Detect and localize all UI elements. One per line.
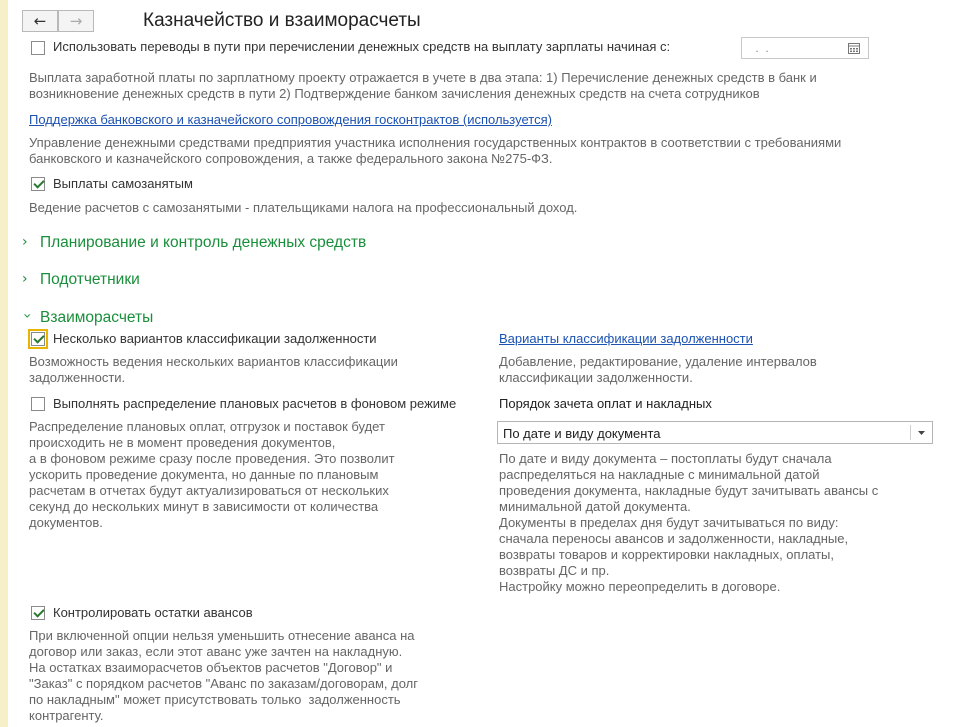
- debt-variants-link-description: Добавление, редактирование, удаление интервалов классификации задолженности.: [499, 354, 817, 385]
- section-planning[interactable]: Планирование и контроль денежных средств: [40, 234, 367, 251]
- offset-order-description: По дате и виду документа – постоплаты будут сначала распределяться на накладные с минимальной датой проведения документа, накладные будут зачитывать авансы с минимальной датой документа. Документы в пределах дня будут зачитываться по виду: сначала переносы авансов и задолженности, накладные, возвраты товаров и корректировки накладных, оплаты, возвраты ДС и пр. Настройку можно переопределить в договоре.: [499, 451, 879, 594]
- offset-order-value: По дате и виду документа: [503, 426, 661, 441]
- section-accountable-persons[interactable]: Подотчетники: [40, 271, 140, 288]
- debt-variants-description: Возможность ведения нескольких вариантов классификации задолженности.: [29, 354, 398, 385]
- back-button[interactable]: [22, 10, 58, 32]
- arrow-right-icon: →: [69, 12, 83, 30]
- chevron-right-icon[interactable]: ›: [22, 234, 28, 250]
- gov-contracts-link[interactable]: Поддержка банковского и казначейского сопровождения госконтрактов (используется): [29, 112, 552, 127]
- background-distribution-label: Выполнять распределение плановых расчетов в фоновом режиме: [53, 396, 457, 411]
- transfers-start-date-input[interactable]: [741, 37, 869, 59]
- transfers-in-transit-label: Использовать переводы в пути при перечислении денежных средств на выплату зарплаты начиная с:: [53, 39, 671, 54]
- background-distribution-checkbox[interactable]: [31, 397, 45, 411]
- self-employed-label: Выплаты самозанятым: [53, 176, 193, 191]
- advance-control-label: Контролировать остатки авансов: [53, 605, 253, 620]
- debt-variants-checkbox[interactable]: [31, 332, 45, 346]
- self-employed-description: Ведение расчетов с самозанятыми - плательщиками налога на профессиональный доход.: [29, 200, 578, 215]
- gov-contracts-description: Управление денежными средствами предприятия участника исполнения государственных контрактов в соответствии с требованиями банковского и казначейского сопровождения, а также федерального закона №275-ФЗ.: [29, 135, 842, 166]
- background-distribution-description: Распределение плановых оплат, отгрузок и поставок будет происходить не в момент проведения документов, а в фоновом режиме сразу после проведения. Это позволит ускорить проведение документа, но данные по плановым расчетам в отчетах будут актуализироваться от нескольких секунд до нескольких минут в зависимости от количества документов.: [29, 419, 395, 530]
- chevron-down-icon[interactable]: ›: [19, 313, 35, 319]
- transfers-description: Выплата заработной платы по зарплатному проекту отражается в учете в два этапа: 1) Перечисление денежных средств в банк и возникновение денежных средств в пути 2) Подтверждение банком зачисления денежных средств на счета сотрудников: [29, 70, 817, 101]
- chevron-right-icon[interactable]: ›: [22, 271, 28, 287]
- offset-order-select[interactable]: [497, 421, 933, 444]
- offset-order-label: Порядок зачета оплат и накладных: [499, 396, 712, 411]
- section-settlements[interactable]: Взаиморасчеты: [40, 309, 154, 326]
- forward-button[interactable]: [58, 10, 94, 32]
- debt-variants-link[interactable]: Варианты классификации задолженности: [499, 331, 753, 346]
- page-title: Казначейство и взаиморасчеты: [143, 10, 421, 31]
- debt-variants-label: Несколько вариантов классификации задолженности: [53, 331, 377, 346]
- calendar-icon[interactable]: [848, 43, 860, 54]
- advance-control-description: При включенной опции нельзя уменьшить отнесение аванса на договор или заказ, если этот аванс уже зачтен на накладную. На остатках взаиморасчетов объектов расчетов "Договор" и "Заказ" с порядком расчетов "Аванс по заказам/договорам, долг по накладным" может присутствовать только задолженность контрагенту.: [29, 628, 418, 723]
- left-panel-strip: [0, 0, 8, 727]
- date-value: . .: [752, 41, 783, 55]
- arrow-left-icon: ←: [33, 12, 47, 30]
- dropdown-divider: [910, 425, 911, 440]
- dropdown-arrow-icon[interactable]: [918, 431, 925, 435]
- self-employed-checkbox[interactable]: [31, 177, 45, 191]
- transfers-in-transit-checkbox[interactable]: [31, 41, 45, 55]
- advance-control-checkbox[interactable]: [31, 606, 45, 620]
